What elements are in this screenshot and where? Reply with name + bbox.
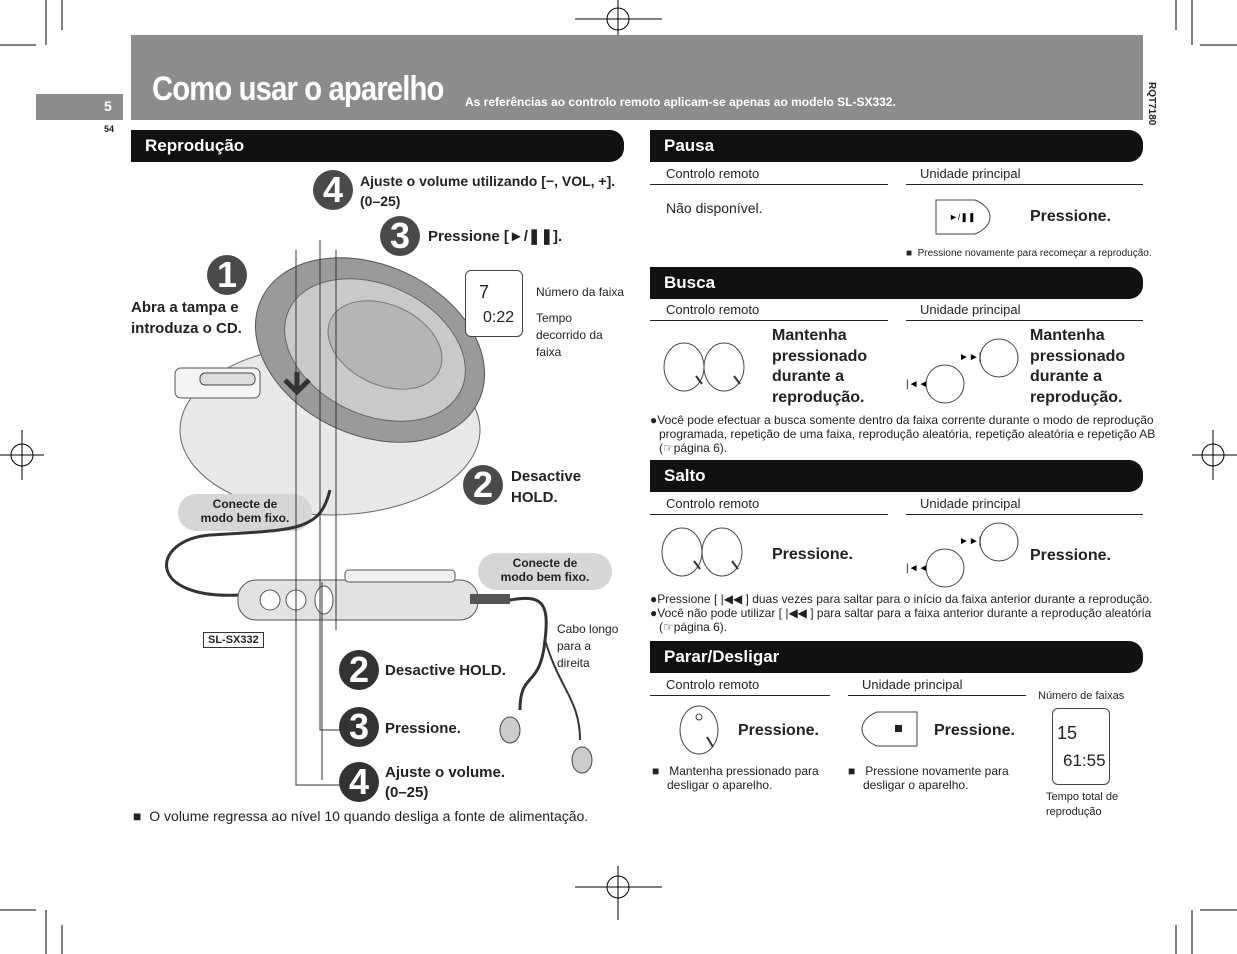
salto-col-main: Unidade principal [906, 496, 1143, 515]
label-track-number: Número da faixa [536, 285, 625, 299]
pausa-col-remote: Controlo remoto [650, 166, 888, 185]
remote-illustration [150, 470, 610, 790]
remote-skip-buttons-icon [662, 340, 752, 395]
busca-note: ●Você pode efectuar a busca somente dentro da faixa corrente durante o modo de reprodução programada, repetição de uma faixa, reprodução aleatória, repetição aleatória e repetição AB (☞página 6). [650, 413, 1156, 455]
remote-step3-text: Pressione. [385, 720, 461, 737]
busca-col-main: Unidade principal [906, 302, 1143, 321]
label-total-time: Tempo total de reprodução [1046, 791, 1119, 818]
svg-text:►►|: ►►| [959, 352, 982, 363]
play-pause-button-icon [935, 198, 995, 236]
connect-bubble-2: Conecte de modo bem fixo. [478, 553, 612, 590]
page-number: 5 [104, 98, 112, 114]
busca-main-text: Mantenha pressionado durante a reprodução. [1030, 327, 1126, 406]
parar-col-main: Unidade principal [848, 677, 1026, 696]
remote-step4-text: Ajuste o volume. (0–25) [385, 764, 506, 801]
salto-main-text: Pressione. [1030, 547, 1111, 564]
svg-text:►/❚❚: ►/❚❚ [949, 212, 976, 222]
step-number-3: 3 [380, 216, 420, 256]
pausa-remote-text: Não disponível. [666, 200, 763, 216]
label-elapsed-time: Tempo decorrido da faixa [536, 311, 603, 359]
step-number-1: 1 [207, 255, 247, 295]
main-skip-buttons-icon-2 [905, 522, 1020, 592]
step-number-4: 4 [313, 170, 353, 210]
remote-step-number-4: 4 [339, 762, 379, 802]
step-number-2: 2 [463, 465, 503, 505]
main-skip-buttons-icon [905, 338, 1020, 408]
section-heading-parar: Parar/Desligar [650, 641, 1143, 673]
footnote-volume: ■ O volume regressa ao nível 10 quando desliga a fonte de alimentação. [133, 808, 589, 824]
salto-note: ●Pressione [ |◀◀ ] duas vezes para saltar para o início da faixa anterior durante a reprodução. ●Você não pode utilizar [ |◀◀ ] para saltar para a faixa anterior durante a reprodução aleatória (☞página 6). [650, 592, 1153, 634]
lcd-total-time-value: 61:55 [1063, 751, 1106, 770]
remote-step2-text: Desactive HOLD. [385, 662, 506, 679]
busca-col-remote: Controlo remoto [650, 302, 888, 321]
lcd-display-total [1052, 708, 1110, 785]
subpage-number: 54 [104, 124, 115, 134]
remote-step-number-2: 2 [339, 650, 379, 690]
pausa-col-main: Unidade principal [906, 166, 1143, 185]
lcd-display-track [465, 270, 523, 337]
lcd-tracks-value: 15 [1057, 723, 1078, 743]
section-heading-salto: Salto [650, 460, 1143, 492]
step2-text: Desactive HOLD. [511, 468, 582, 506]
remote-skip-buttons-icon-2 [660, 525, 750, 580]
remote-stop-button-icon [675, 705, 725, 755]
svg-text:|◄◄: |◄◄ [906, 379, 929, 390]
parar-main-note: ■ Pressione novamente para desligar o aparelho. [848, 764, 1009, 792]
model-label: SL-SX332 [203, 632, 264, 648]
label-cable: Cabo longo para a direita [557, 622, 619, 670]
step3-text: Pressione [►/❚❚]. [428, 228, 563, 245]
page-title: Como usar o aparelho [152, 70, 444, 108]
parar-main-text: Pressione. [934, 722, 1015, 739]
parar-remote-note: ■ Mantenha pressionado para desligar o aparelho. [652, 764, 819, 792]
step4-text: Ajuste o volume utilizando [−, VOL, +]. (0–25) [360, 173, 616, 209]
parar-remote-text: Pressione. [738, 722, 819, 739]
stop-button-icon [855, 710, 920, 748]
svg-text:|◄◄: |◄◄ [906, 563, 929, 574]
connect-bubble-1: Conecte de modo bem fixo. [178, 494, 312, 531]
section-heading-pausa: Pausa [650, 130, 1143, 162]
doc-code: RQT7180 [1146, 82, 1157, 126]
section-heading-reproducao: Reprodução [131, 130, 624, 162]
busca-remote-text: Mantenha pressionado durante a reprodução. [772, 327, 868, 406]
lcd-track-value: 7 [479, 282, 490, 302]
pausa-main-text: Pressione. [1030, 208, 1111, 225]
svg-text:►►|: ►►| [959, 536, 982, 547]
page-subtitle: As referências ao controlo remoto aplicam-se apenas ao modelo SL-SX332. [465, 95, 896, 109]
parar-col-remote: Controlo remoto [650, 677, 830, 696]
salto-remote-text: Pressione. [772, 546, 853, 563]
step1-text: Abra a tampa e introduza o CD. [131, 299, 242, 337]
remote-step-number-3: 3 [339, 707, 379, 747]
pausa-note: ■ Pressione novamente para recomeçar a reprodução. [906, 248, 1152, 259]
lcd-time-value: 0:22 [483, 309, 515, 326]
label-number-of-tracks: Número de faixas [1038, 690, 1125, 702]
section-heading-busca: Busca [650, 267, 1143, 299]
salto-col-remote: Controlo remoto [650, 496, 888, 515]
